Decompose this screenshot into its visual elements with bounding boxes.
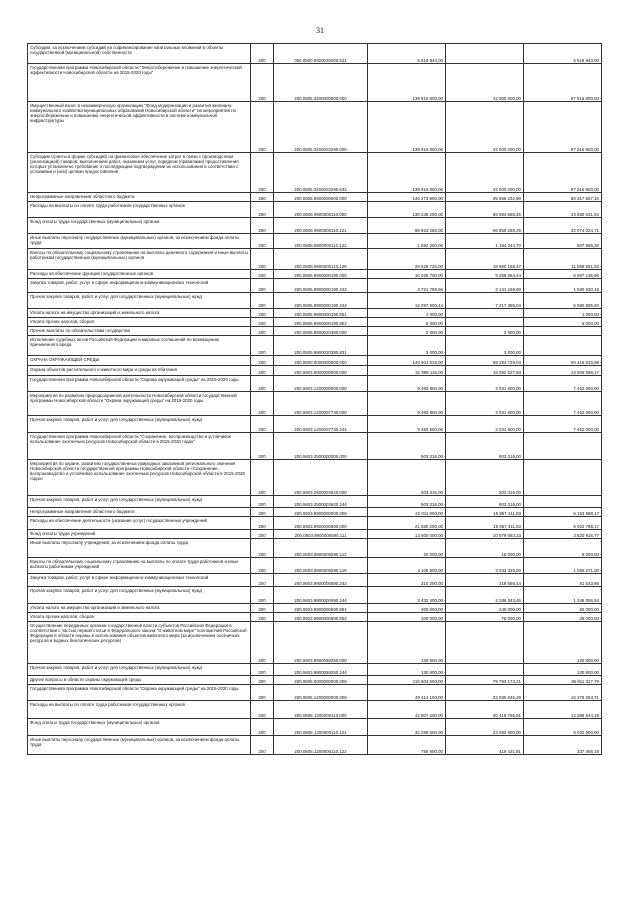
table-row <box>28 327 602 336</box>
table-row <box>28 676 602 685</box>
approved-amount-cell: 9 483 600,00 <box>368 416 446 433</box>
remaining-amount-cell: 13 605 588,17 <box>524 366 602 376</box>
table-row <box>28 376 602 392</box>
ministry-code-cell: 200 <box>251 622 274 664</box>
expense-name-cell: Расходы на обеспечение функций государственных органов <box>28 270 251 279</box>
budget-code-cell: 200.0603.9900000590.851 <box>274 604 368 613</box>
ministry-code-cell: 200 <box>251 366 274 376</box>
expense-name-cell: Мероприятия по охране, развитию государственных природных заказников регионального значения Новосибирской области государственной программы Новосибирской области «Сохранение, воспроизводство и устойчивое использование охотничьих ресурсов Новосибирской области в 2015-2020 годах» <box>28 460 251 496</box>
approved-amount-cell: 49 414 100,00 <box>368 685 446 701</box>
budget-code-cell: 000.0500.0920025000.521 <box>274 44 368 64</box>
table-row <box>28 234 602 249</box>
remaining-amount-cell: 130 800,00 <box>524 622 602 664</box>
remaining-amount-cell: 12 388 544,19 <box>524 701 602 719</box>
ministry-code-cell: 200 <box>251 685 274 701</box>
executed-amount-cell: 1 184 244,70 <box>446 234 524 249</box>
table-row <box>28 517 602 530</box>
remaining-amount-cell: 7 452 000,00 <box>524 416 602 433</box>
ministry-code-cell: 200 <box>251 574 274 587</box>
budget-code-cell: 200.0505.9900000190.242 <box>274 279 368 293</box>
approved-amount-cell: 1 692 200,00 <box>368 234 446 249</box>
executed-amount-cell: 66 850 255,29 <box>446 218 524 234</box>
remaining-amount-cell: 97 916 800,00 <box>524 102 602 153</box>
budget-code-cell: 200.0505.9900020380.831 <box>274 336 368 356</box>
ministry-code-cell: 200 <box>251 102 274 153</box>
expense-name-cell: Уплата налога на имущество организаций и земельного налога <box>28 604 251 613</box>
expense-name-cell: Другие вопросы в области охраны окружающей среды <box>28 676 251 685</box>
approved-amount-cell: 756 900,00 <box>368 736 446 755</box>
executed-amount-cell: 503 316,00 <box>446 433 524 460</box>
remaining-amount-cell: 1 000,00 <box>524 309 602 318</box>
budget-code-cell: 200.0605.1200000110.121 <box>274 719 368 736</box>
expense-name-cell: Непрограммные направления областного бюджета <box>28 193 251 202</box>
ministry-code-cell: 200 <box>251 460 274 496</box>
budget-code-cell: 200.0505.9900000110.129 <box>274 249 368 270</box>
expense-name-cell: Фонд оплаты труда государственных (муниципальных) органов <box>28 719 251 736</box>
remaining-amount-cell: 91 543,86 <box>524 574 602 587</box>
budget-code-cell: 200.0505.9900000110.121 <box>274 218 368 234</box>
expense-name-cell: Исполнение судебных актов Российской Федерации и мировых соглашений по возмещению причиненного вреда <box>28 336 251 356</box>
remaining-amount-cell: 6 667 135,56 <box>524 270 602 279</box>
approved-amount-cell: 310 200,00 <box>368 574 446 587</box>
expense-name-cell: Прочая закупка товаров, работ и услуг для государственных (муниципальных) нужд <box>28 587 251 604</box>
ministry-code-cell: 200 <box>251 153 274 193</box>
expense-name-cell: Уплата прочих налогов, сборов <box>28 613 251 622</box>
executed-amount-cell: 98 184 729,04 <box>446 356 524 366</box>
approved-amount-cell: 148 601 615,00 <box>368 356 446 366</box>
ministry-code-cell: 200 <box>251 530 274 539</box>
table-row <box>28 574 602 587</box>
remaining-amount-cell: 507 955,30 <box>524 234 602 249</box>
budget-code-cell: 200.0603.9900000590.000 <box>274 517 368 530</box>
expense-name-cell: Расходы на обеспечение деятельности (оказание услуг) государственных учреждений <box>28 517 251 530</box>
ministry-code-cell: 200 <box>251 508 274 517</box>
executed-amount-cell <box>446 44 524 64</box>
table-row <box>28 460 602 496</box>
table-row <box>28 604 602 613</box>
ministry-code-cell: 200 <box>251 736 274 755</box>
executed-amount-cell: 503 316,00 <box>446 496 524 508</box>
approved-amount-cell: 12 297 900,44 <box>368 293 446 309</box>
approved-amount-cell: 29 628 720,00 <box>368 249 446 270</box>
budget-table <box>27 43 602 755</box>
executed-amount-cell: 23 263 900,00 <box>446 719 524 736</box>
budget-code-cell: 200.0603.2500000000.000 <box>274 433 368 460</box>
ministry-code-cell: 200 <box>251 279 274 293</box>
executed-amount-cell: 10 079 083,23 <box>446 530 524 539</box>
remaining-amount-cell: 5 000,00 <box>524 318 602 327</box>
executed-amount-cell: 18 392 527,83 <box>446 366 524 376</box>
ministry-code-cell: 200 <box>251 336 274 356</box>
expense-name-cell: Государственная программа Новосибирской области "Охрана окружающей среды" на 2015-2020 годы <box>28 376 251 392</box>
approved-amount-cell: 116 603 500,00 <box>368 676 446 685</box>
budget-code-cell: 200.0605.1200000000.000 <box>274 685 368 701</box>
executed-amount-cell: 2 031 600,00 <box>446 416 524 433</box>
expense-name-cell: Непрограммные направления областного бюджета <box>28 508 251 517</box>
approved-amount-cell: 3 000,00 <box>368 336 446 356</box>
approved-amount-cell: 42 807 300,00 <box>368 701 446 719</box>
approved-amount-cell: 139 916 800,00 <box>368 64 446 102</box>
budget-code-cell: 200.0605.0000000000.000 <box>274 676 368 685</box>
ministry-code-cell: 200 <box>251 318 274 327</box>
budget-code-cell: 200.0505.9900000190.244 <box>274 293 368 309</box>
ministry-code-cell: 200 <box>251 701 274 719</box>
approved-amount-cell: 16 025 700,00 <box>368 270 446 279</box>
expense-name-cell: Государственная программа Новосибирской области "Охрана окружающей среды" на 2015-2020 годы <box>28 685 251 701</box>
approved-amount-cell: 4 109 600,00 <box>368 558 446 574</box>
executed-amount-cell: 33 035 845,29 <box>446 685 524 701</box>
remaining-amount-cell: 16 378 254,71 <box>524 685 602 701</box>
expense-name-cell: ОХРАНА ОКРУЖАЮЩЕЙ СРЕДЫ <box>28 356 251 366</box>
ministry-code-cell: 200 <box>251 218 274 234</box>
table-row <box>28 318 602 327</box>
budget-code-cell: 200.0603.2500003620.000 <box>274 460 368 496</box>
ministry-code-cell: 200 <box>251 249 274 270</box>
expense-name-cell: Взносы по обязательному социальному страхованию на выплаты денежного содержания и иные выплаты работникам государственных (муниципальных) органов <box>28 249 251 270</box>
executed-amount-cell: 75 000,00 <box>446 613 524 622</box>
expense-name-cell: Расходы на выплаты по оплате труда работников государственных органов <box>28 701 251 719</box>
budget-code-cell: 200.0505.9900000110.122 <box>274 234 368 249</box>
ministry-code-cell: 200 <box>251 517 274 530</box>
budget-code-cell: 200.0603.9900000590.112 <box>274 539 368 558</box>
table-row <box>28 613 602 622</box>
expense-name-cell: Субсидии (гранты в форме субсидий) на финансовое обеспечение затрат в связи с производством (реализацией) товаров, выполнением работ, оказанием услуг, порядком (правилами) предоставления которых установлено требование о последующем подтверждении их использования в соответствии с условиями и (или) целями предоставления <box>28 153 251 193</box>
table-row <box>28 249 602 270</box>
approved-amount-cell: 6 518 843,00 <box>368 44 446 64</box>
approved-amount-cell: 300 000,00 <box>368 604 446 613</box>
remaining-amount-cell: 50 317 667,10 <box>524 193 602 202</box>
ministry-code-cell: 200 <box>251 327 274 336</box>
table-row <box>28 416 602 433</box>
remaining-amount-cell: 97 916 800,00 <box>524 64 602 102</box>
budget-code-cell: 200.0505.3200000000.000 <box>274 64 368 102</box>
expense-name-cell: Прочие выплаты по обязательствам государства <box>28 327 251 336</box>
remaining-amount-cell: 130 800,00 <box>524 664 602 676</box>
executed-amount-cell: 2 141 169,60 <box>446 279 524 293</box>
remaining-amount-cell <box>524 460 602 496</box>
budget-code-cell: 200.0505.9900020380.000 <box>274 327 368 336</box>
approved-amount-cell: 1 000,00 <box>368 309 446 318</box>
expense-name-cell: Иные выплаты персоналу государственных (муниципальных) органов, за исключением фонда оплаты труда <box>28 736 251 755</box>
approved-amount-cell: 130 800,00 <box>368 622 446 664</box>
remaining-amount-cell: 6 022 788,17 <box>524 517 602 530</box>
remaining-amount-cell: 5 080 505,40 <box>524 293 602 309</box>
remaining-amount-cell <box>524 433 602 460</box>
executed-amount-cell <box>446 318 524 327</box>
ministry-code-cell: 200 <box>251 587 274 604</box>
ministry-code-cell: 200 <box>251 270 274 279</box>
table-row <box>28 218 602 234</box>
expense-name-cell: Государственная программа Новосибирской области "Сохранение, воспроизводство и устойчивое использование охотничьих ресурсов Новосибирской области в 2015-2020 годах" <box>28 433 251 460</box>
budget-code-cell: 200.0603.0000000000.000 <box>274 366 368 376</box>
remaining-amount-cell: 1 066 271,00 <box>524 558 602 574</box>
ministry-code-cell: 200 <box>251 376 274 392</box>
expense-name-cell: Расходы на выплаты по оплате труда работников государственных органов <box>28 202 251 218</box>
approved-amount-cell: 9 483 600,00 <box>368 376 446 392</box>
approved-amount-cell: 146 273 900,00 <box>368 193 446 202</box>
budget-code-cell: 200.0505.9900000190.000 <box>274 270 368 279</box>
ministry-code-cell: 200 <box>251 193 274 202</box>
budget-code-cell: 200.0605.1200000110.000 <box>274 701 368 719</box>
approved-amount-cell: 3 721 799,56 <box>368 279 446 293</box>
executed-amount-cell: 18 560 168,47 <box>446 249 524 270</box>
approved-amount-cell: 503 316,00 <box>368 460 446 496</box>
budget-code-cell: 200.0603.9900000590.119 <box>274 558 368 574</box>
approved-amount-cell: 3 432 400,00 <box>368 587 446 604</box>
remaining-amount-cell: 7 452 000,00 <box>524 392 602 416</box>
approved-amount-cell: 5 000,00 <box>368 318 446 327</box>
table-row <box>28 433 602 460</box>
budget-code-cell: 200.0603.1200007730.244 <box>274 416 368 433</box>
table-row <box>28 64 602 102</box>
budget-code-cell: 200.0603.1200007730.000 <box>274 392 368 416</box>
table-row <box>28 664 602 676</box>
expense-name-cell: Государственная программа Новосибирской области "Энергосбережение и повышение энергетической эффективности Новосибирской области на 2015-2020 годы" <box>28 64 251 102</box>
remaining-amount-cell: 32 074 024,71 <box>524 218 602 234</box>
remaining-amount-cell: 60 000,00 <box>524 604 602 613</box>
executed-amount-cell: 218 656,14 <box>446 574 524 587</box>
approved-amount-cell: 98 924 280,00 <box>368 218 446 234</box>
executed-amount-cell: 15 000,00 <box>446 539 524 558</box>
remaining-amount-cell: 3 520 916,77 <box>524 530 602 539</box>
remaining-amount-cell: 1 246 056,54 <box>524 587 602 604</box>
ministry-code-cell: 200 <box>251 234 274 249</box>
remaining-amount-cell: 50 416 915,98 <box>524 356 602 366</box>
executed-amount-cell: 42 000 000,00 <box>446 153 524 193</box>
budget-code-cell: 200.0505.3200003290.632 <box>274 153 368 193</box>
executed-amount-cell: 3 000,00 <box>446 336 524 356</box>
executed-amount-cell: 3 000,00 <box>446 327 524 336</box>
executed-amount-cell: 240 000,00 <box>446 604 524 613</box>
table-row <box>28 539 602 558</box>
ministry-code-cell: 200 <box>251 64 274 102</box>
table-row <box>28 530 602 539</box>
table-row <box>28 622 602 664</box>
expense-name-cell: Иные выплаты персоналу учреждений, за исключением фонда оплаты труда <box>28 539 251 558</box>
remaining-amount-cell: 9 032 900,00 <box>524 719 602 736</box>
expense-name-cell: Имущественный взнос в некоммерческую организацию "Фонд модернизации и развития жилищно-коммунального хозяйства муниципальных образований Новосибирской области" на мероприятия по энергосбережению и повышению энергетической эффективности в системе коммунальной инфраструктуры <box>28 102 251 153</box>
budget-code-cell: 200.0505.9900000190.852 <box>274 318 368 327</box>
remaining-amount-cell <box>524 327 602 336</box>
approved-amount-cell: 32 298 800,00 <box>368 719 446 736</box>
budget-table-body <box>28 44 602 755</box>
remaining-amount-cell: 11 068 551,53 <box>524 249 602 270</box>
remaining-amount-cell: 5 000,00 <box>524 539 602 558</box>
expense-name-cell: Фонд оплаты труда государственных (муниципальных) органов <box>28 218 251 234</box>
budget-code-cell: 200.0603.9900000590.244 <box>274 587 368 604</box>
approved-amount-cell: 3 000,00 <box>368 327 446 336</box>
ministry-code-cell: 200 <box>251 433 274 460</box>
approved-amount-cell: 20 000,00 <box>368 539 446 558</box>
executed-amount-cell: 15 657 411,83 <box>446 517 524 530</box>
table-row <box>28 193 602 202</box>
ministry-code-cell: 200 <box>251 293 274 309</box>
executed-amount-cell: 15 857 411,83 <box>446 508 524 517</box>
approved-amount-cell: 139 916 800,00 <box>368 153 446 193</box>
executed-amount-cell: 9 358 564,44 <box>446 270 524 279</box>
executed-amount-cell: 42 000 000,00 <box>446 102 524 153</box>
ministry-code-cell: 200 <box>251 496 274 508</box>
remaining-amount-cell: 6 153 588,17 <box>524 508 602 517</box>
executed-amount-cell: 2 186 343,46 <box>446 587 524 604</box>
approved-amount-cell: 130 245 200,00 <box>368 202 446 218</box>
expense-name-cell: Закупка товаров, работ, услуг в сфере информационно-коммуникационных технологий <box>28 574 251 587</box>
executed-amount-cell: 3 043 329,00 <box>446 558 524 574</box>
remaining-amount-cell: 97 916 800,00 <box>524 153 602 193</box>
ministry-code-cell: 200 <box>251 664 274 676</box>
table-row <box>28 558 602 574</box>
executed-amount-cell: 419 421,81 <box>446 736 524 755</box>
budget-code-cell: 200.0603.9900059250.000 <box>274 622 368 664</box>
expense-name-cell: Прочая закупка товаров, работ и услуг для государственных (муниципальных) нужд <box>28 416 251 433</box>
budget-code-cell: 200.0603.9900000590.242 <box>274 574 368 587</box>
budget-code-cell: 200.0603.9900000590.111 <box>274 530 368 539</box>
budget-code-cell: 200.0505.9900000000.000 <box>274 193 368 202</box>
executed-amount-cell: 2 031 600,00 <box>446 376 524 392</box>
budget-code-cell: 200.0600.0000000000.000 <box>274 356 368 366</box>
approved-amount-cell: 13 600 000,00 <box>368 530 446 539</box>
executed-amount-cell <box>446 664 524 676</box>
ministry-code-cell: 200 <box>251 604 274 613</box>
table-row <box>28 685 602 701</box>
approved-amount-cell: 503 316,00 <box>368 433 446 460</box>
executed-amount-cell: 30 418 755,81 <box>446 701 524 719</box>
ministry-code-cell: 200 <box>251 558 274 574</box>
expense-name-cell: Фонд оплаты труда учреждений <box>28 530 251 539</box>
ministry-code-cell: 200 <box>251 309 274 318</box>
approved-amount-cell: 503 316,00 <box>368 496 446 508</box>
table-row <box>28 309 602 318</box>
table-row <box>28 701 602 719</box>
expense-name-cell: Осуществление переданных органам государственной власти субъектов Российской Федерации в соответствии с частью первой статьи 6 Федерального закона "О животном мире" полномочий Российской Федерации в области охраны и использования объектов животного мира (за исключением охотничьих ресурсов и водных биологических ресурсов) <box>28 622 251 664</box>
table-row <box>28 587 602 604</box>
ministry-code-cell: 200 <box>251 676 274 685</box>
executed-amount-cell: 79 792 172,21 <box>446 676 524 685</box>
budget-code-cell: 200.0603.9900059250.244 <box>274 664 368 676</box>
table-row <box>28 366 602 376</box>
ministry-code-cell: 200 <box>251 719 274 736</box>
budget-code-cell: 200.0505.3200003290.000 <box>274 102 368 153</box>
expense-name-cell: Уплата прочих налогов, сборов <box>28 318 251 327</box>
budget-code-cell: 200.0505.9900000190.851 <box>274 309 368 318</box>
remaining-amount-cell: 25 000,00 <box>524 613 602 622</box>
ministry-code-cell: 200 <box>251 44 274 64</box>
expense-name-cell: Прочая закупка товаров, работ и услуг для государственных (муниципальных) нужд <box>28 293 251 309</box>
budget-code-cell: 200.0603.2500003620.244 <box>274 496 368 508</box>
ministry-code-cell: 200 <box>251 202 274 218</box>
approved-amount-cell: 100 000,00 <box>368 613 446 622</box>
approved-amount-cell: 31 998 116,00 <box>368 366 446 376</box>
page-number: 31 <box>316 26 324 35</box>
budget-code-cell: 200.0603.9900000590.852 <box>274 613 368 622</box>
executed-amount-cell: 503 316,00 <box>446 460 524 496</box>
table-row <box>28 719 602 736</box>
table-row <box>28 496 602 508</box>
executed-amount-cell: 7 217 395,04 <box>446 293 524 309</box>
table-row <box>28 202 602 218</box>
table-row <box>28 270 602 279</box>
executed-amount-cell: 95 956 232,90 <box>446 193 524 202</box>
executed-amount-cell: 86 594 668,46 <box>446 202 524 218</box>
ministry-code-cell: 200 <box>251 613 274 622</box>
ministry-code-cell: 200 <box>251 356 274 366</box>
ministry-code-cell: 200 <box>251 539 274 558</box>
budget-code-cell: 200.0505.9900000110.000 <box>274 202 368 218</box>
remaining-amount-cell: 337 468,19 <box>524 736 602 755</box>
budget-code-cell: 200.0605.1200000110.122 <box>274 736 368 755</box>
remaining-amount-cell: 36 811 327,79 <box>524 676 602 685</box>
expense-name-cell: Прочая закупка товаров, работ и услуг для государственных (муниципальных) нужд <box>28 664 251 676</box>
remaining-amount-cell: 7 452 000,00 <box>524 376 602 392</box>
expense-name-cell: Уплата налога на имущество организаций и земельного налога <box>28 309 251 318</box>
table-row <box>28 44 602 64</box>
expense-name-cell: Мероприятия по развитию природоохранной деятельности Новосибирской области государственной программы Новосибирской области "Охрана окружающей среды" на 2015-2020 годы <box>28 392 251 416</box>
approved-amount-cell: 21 680 200,00 <box>368 517 446 530</box>
approved-amount-cell: 9 483 600,00 <box>368 392 446 416</box>
remaining-amount-cell: 43 650 531,54 <box>524 202 602 218</box>
expense-name-cell: Субсидии, за исключением субсидий на софинансирование капитальных вложений в объекты государственной (муниципальной) собственности <box>28 44 251 64</box>
expense-name-cell: Закупка товаров, работ, услуг в сфере информационно-коммуникационных технологий <box>28 279 251 293</box>
remaining-amount-cell: 1 580 630,16 <box>524 279 602 293</box>
table-row <box>28 508 602 517</box>
executed-amount-cell: 2 031 600,00 <box>446 392 524 416</box>
expense-name-cell: Охрана объектов растительного и животного мира и среды их обитания <box>28 366 251 376</box>
expense-name-cell: Взносы по обязательному социальному страхованию на выплаты по оплате труда работников и иные выплаты работникам учреждений <box>28 558 251 574</box>
expense-name-cell: Иные выплаты персоналу государственных (муниципальных) органов, за исключением фонда оплаты труда <box>28 234 251 249</box>
executed-amount-cell <box>446 309 524 318</box>
remaining-amount-cell <box>524 336 602 356</box>
budget-code-cell: 200.0603.1200000000.000 <box>274 376 368 392</box>
expense-name-cell: Прочая закупка товаров, работ и услуг для государственных (муниципальных) нужд <box>28 496 251 508</box>
table-row <box>28 153 602 193</box>
remaining-amount-cell: 6 518 843,00 <box>524 44 602 64</box>
approved-amount-cell: 22 011 000,00 <box>368 508 446 517</box>
approved-amount-cell: 130 800,00 <box>368 664 446 676</box>
table-row <box>28 356 602 366</box>
executed-amount-cell: 42 000 000,00 <box>446 64 524 102</box>
approved-amount-cell: 139 916 800,00 <box>368 102 446 153</box>
table-row <box>28 102 602 153</box>
table-row <box>28 336 602 356</box>
remaining-amount-cell <box>524 496 602 508</box>
table-row <box>28 392 602 416</box>
table-row <box>28 736 602 755</box>
executed-amount-cell <box>446 622 524 664</box>
budget-code-cell: 200.0603.9900000000.000 <box>274 508 368 517</box>
ministry-code-cell: 200 <box>251 416 274 433</box>
table-row <box>28 293 602 309</box>
ministry-code-cell: 200 <box>251 392 274 416</box>
table-row <box>28 279 602 293</box>
